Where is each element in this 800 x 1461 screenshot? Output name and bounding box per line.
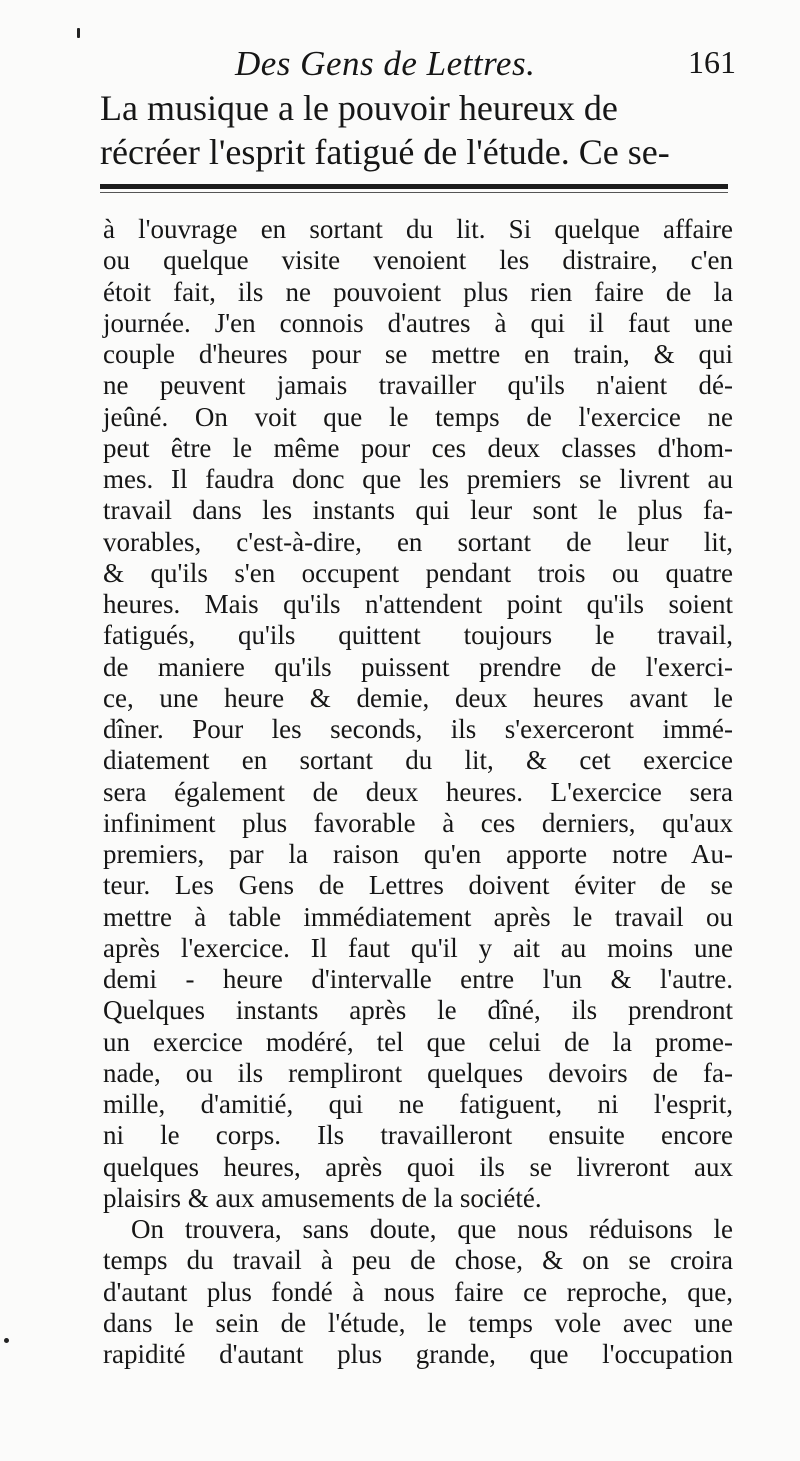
text-line: dans le sein de l'étude, le temps vole avec une (103, 1307, 733, 1338)
running-head: Des Gens de Lettres. (235, 44, 536, 83)
text-line: couple d'heures pour se mettre en train, & qui (103, 339, 733, 369)
body-text (103, 214, 733, 1370)
text-line: ni le corps. Ils travailleront ensuite encore (103, 1120, 733, 1151)
header-rule-thin (100, 192, 728, 193)
text-line: premiers, par la raison qu'en apporte notre Au- (103, 839, 733, 869)
text-line: vorables, c'est-à-dire, en sortant de leur lit, (103, 526, 733, 557)
fragment-line: La musique a le pouvoir heureux de (100, 88, 618, 128)
text-line: travail dans les instants qui leur sont le plus fa- (103, 495, 733, 526)
text-line: heures. Mais qu'ils n'attendent point qu'ils soient (103, 589, 733, 619)
text-line: jeûné. On voit que le temps de l'exercice ne (103, 401, 733, 432)
text-line: sera également de deux heures. L'exercice sera (103, 776, 733, 807)
text-line: ce, une heure & demie, deux heures avant le (103, 682, 733, 713)
text-line: après l'exercice. Il faut qu'il y ait au moins une (103, 932, 733, 963)
fragment-line: récréer l'esprit fatigué de l'étude. Ce se- (100, 132, 670, 172)
text-line: mettre à table immédiatement après le travail ou (103, 901, 733, 932)
text-line: dîner. Pour les seconds, ils s'exerceront immé- (103, 714, 733, 744)
text-line: ou quelque visite venoient les distraire, c'en (103, 245, 733, 276)
text-line: mille, d'amitié, qui ne fatiguent, ni l'esprit, (103, 1089, 733, 1119)
text-line: infiniment plus favorable à ces derniers, qu'aux (103, 807, 733, 838)
text-line: nade, ou ils rempliront quelques devoirs de fa- (103, 1057, 733, 1088)
text-line: & qu'ils s'en occupent pendant trois ou quatre (103, 557, 733, 588)
text-line: rapidité d'autant plus grande, que l'occupation (103, 1339, 733, 1369)
show-through-fragment (100, 86, 740, 174)
text-line: d'autant plus fondé à nous faire ce reproche, que, (103, 1276, 733, 1307)
header-rule (100, 184, 728, 189)
ink-speck (77, 28, 80, 38)
paragraph-end-line: plaisirs & aux amusements de la société. (103, 1182, 542, 1213)
text-line: temps du travail à peu de chose, & on se croira (103, 1245, 733, 1276)
text-line: demi - heure d'intervalle entre l'un & l'autre. (103, 964, 733, 994)
text-line: journée. J'en connois d'autres à qui il faut une (103, 307, 733, 338)
text-line: ne peuvent jamais travailler qu'ils n'aient dé- (103, 370, 733, 401)
text-line: à l'ouvrage en sortant du lit. Si quelque affaire (103, 214, 733, 244)
text-line: fatigués, qu'ils quittent toujours le travail, (103, 620, 733, 651)
page-header (100, 40, 740, 90)
text-line: quelques heures, après quoi ils se livreront aux (103, 1151, 733, 1182)
text-line: peut être le même pour ces deux classes d'hom- (103, 432, 733, 463)
text-line: étoit fait, ils ne pouvoient plus rien faire de la (103, 276, 733, 307)
text-line: un exercice modéré, tel que celui de la prome- (103, 1026, 733, 1057)
page-number: 161 (688, 44, 736, 80)
ink-speck (4, 1338, 9, 1343)
text-line: de maniere qu'ils puissent prendre de l'exerci- (103, 651, 733, 682)
text-line: teur. Les Gens de Lettres doivent éviter de se (103, 870, 733, 901)
text-line: diatement en sortant du lit, & cet exercice (103, 745, 733, 776)
text-line: mes. Il faudra donc que les premiers se livrent au (103, 464, 733, 494)
paragraph-start-line: On trouvera, sans doute, que nous réduisons le (131, 1214, 733, 1244)
text-line: Quelques instants après le dîné, ils prendront (103, 995, 733, 1026)
